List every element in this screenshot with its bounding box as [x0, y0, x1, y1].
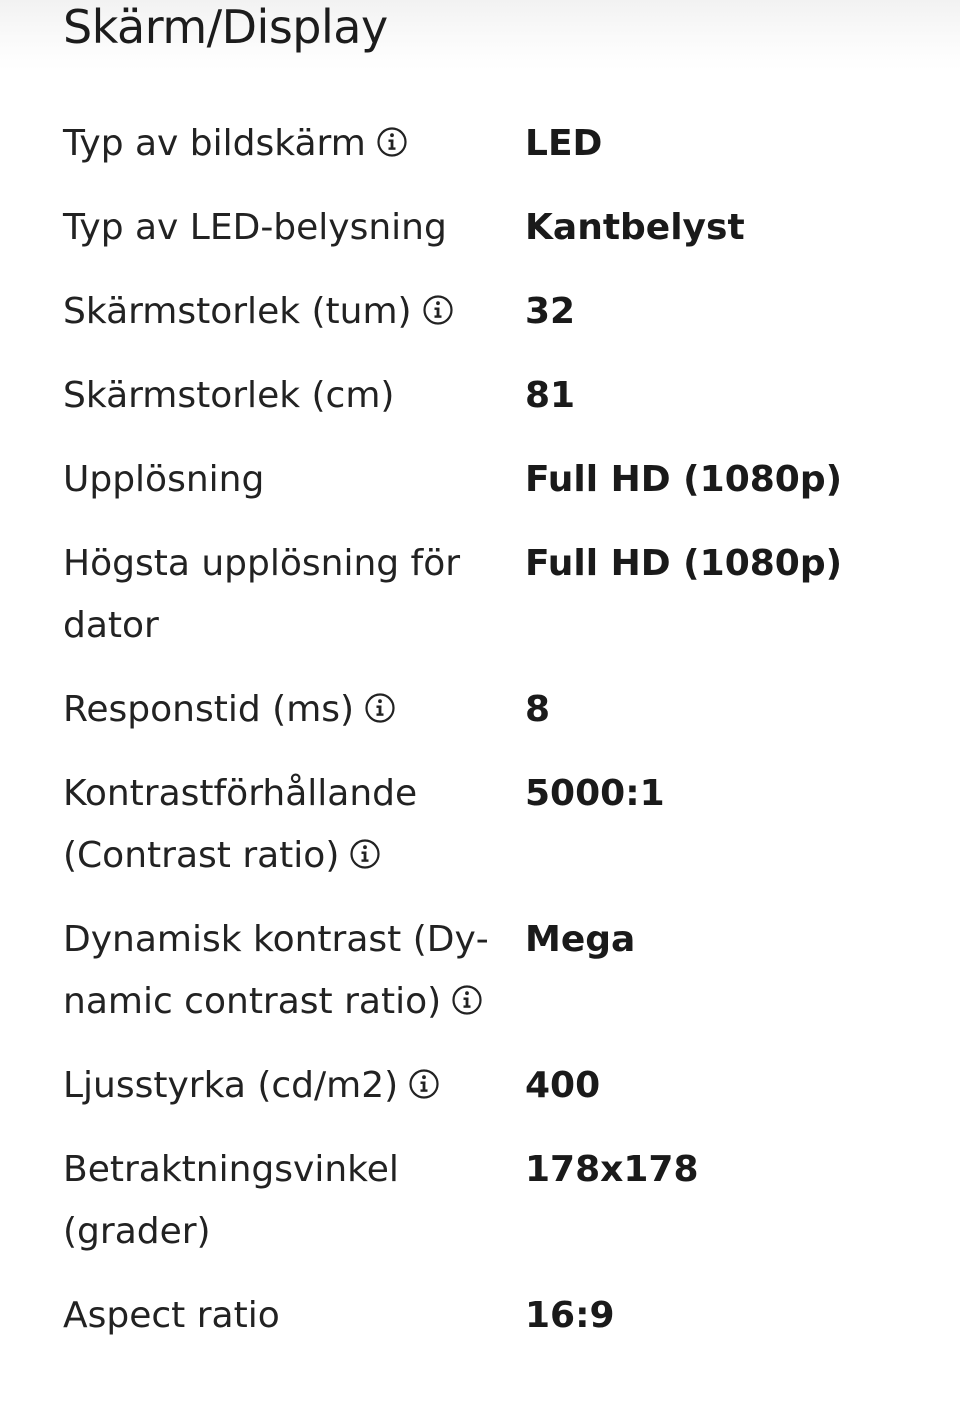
spec-value: 32 [525, 291, 576, 332]
spec-label: Skärmstorlek (cm) [63, 375, 395, 416]
spec-label: Ljusstyrka (cd/m2) [63, 1055, 525, 1117]
spec-label: Responstid (ms) [63, 679, 525, 741]
spec-row [63, 365, 923, 449]
spec-row [63, 197, 923, 281]
spec-value: 5000:1 [525, 773, 665, 814]
spec-label: Högsta upplösning för dator [63, 543, 461, 646]
info-icon[interactable] [349, 838, 381, 870]
spec-value: Kantbelyst [525, 207, 745, 248]
spec-label: Dynamisk kontrast (Dynamic contrast ratio) [63, 919, 489, 1022]
spec-value: Full HD (1080p) [525, 459, 843, 500]
spec-row [63, 1139, 923, 1285]
info-icon[interactable] [376, 126, 408, 158]
spec-value: LED [525, 123, 603, 164]
info-icon[interactable] [422, 294, 454, 326]
spec-label: Upplösning [63, 459, 265, 500]
spec-row [63, 1285, 923, 1369]
spec-row [63, 533, 923, 679]
spec-value: 16:9 [525, 1295, 615, 1336]
spec-label: Skärmstorlek (tum) [63, 281, 525, 343]
spec-row [63, 763, 923, 909]
spec-label: Typ av LED-belysning [63, 207, 447, 248]
section-title: Skärm/Display [63, 0, 388, 54]
spec-label: Aspect ratio [63, 1295, 280, 1336]
spec-row [63, 1055, 923, 1139]
spec-row [63, 909, 923, 1055]
spec-list [63, 113, 923, 1369]
spec-row [63, 113, 923, 197]
spec-label: Typ av bildskärm [63, 113, 525, 175]
spec-row [63, 679, 923, 763]
spec-value: Mega [525, 919, 636, 960]
spec-value: Full HD (1080p) [525, 543, 843, 584]
spec-value: 400 [525, 1065, 601, 1106]
info-icon[interactable] [364, 692, 396, 724]
spec-row [63, 449, 923, 533]
info-icon[interactable] [451, 984, 483, 1016]
spec-label: Betraktningsvinkel (grader) [63, 1149, 399, 1252]
spec-value: 178x178 [525, 1149, 699, 1190]
spec-value: 81 [525, 375, 576, 416]
spec-label: Kontrastförhållande (Contrast ratio) [63, 773, 418, 876]
spec-row [63, 281, 923, 365]
info-icon[interactable] [408, 1068, 440, 1100]
spec-value: 8 [525, 689, 551, 730]
